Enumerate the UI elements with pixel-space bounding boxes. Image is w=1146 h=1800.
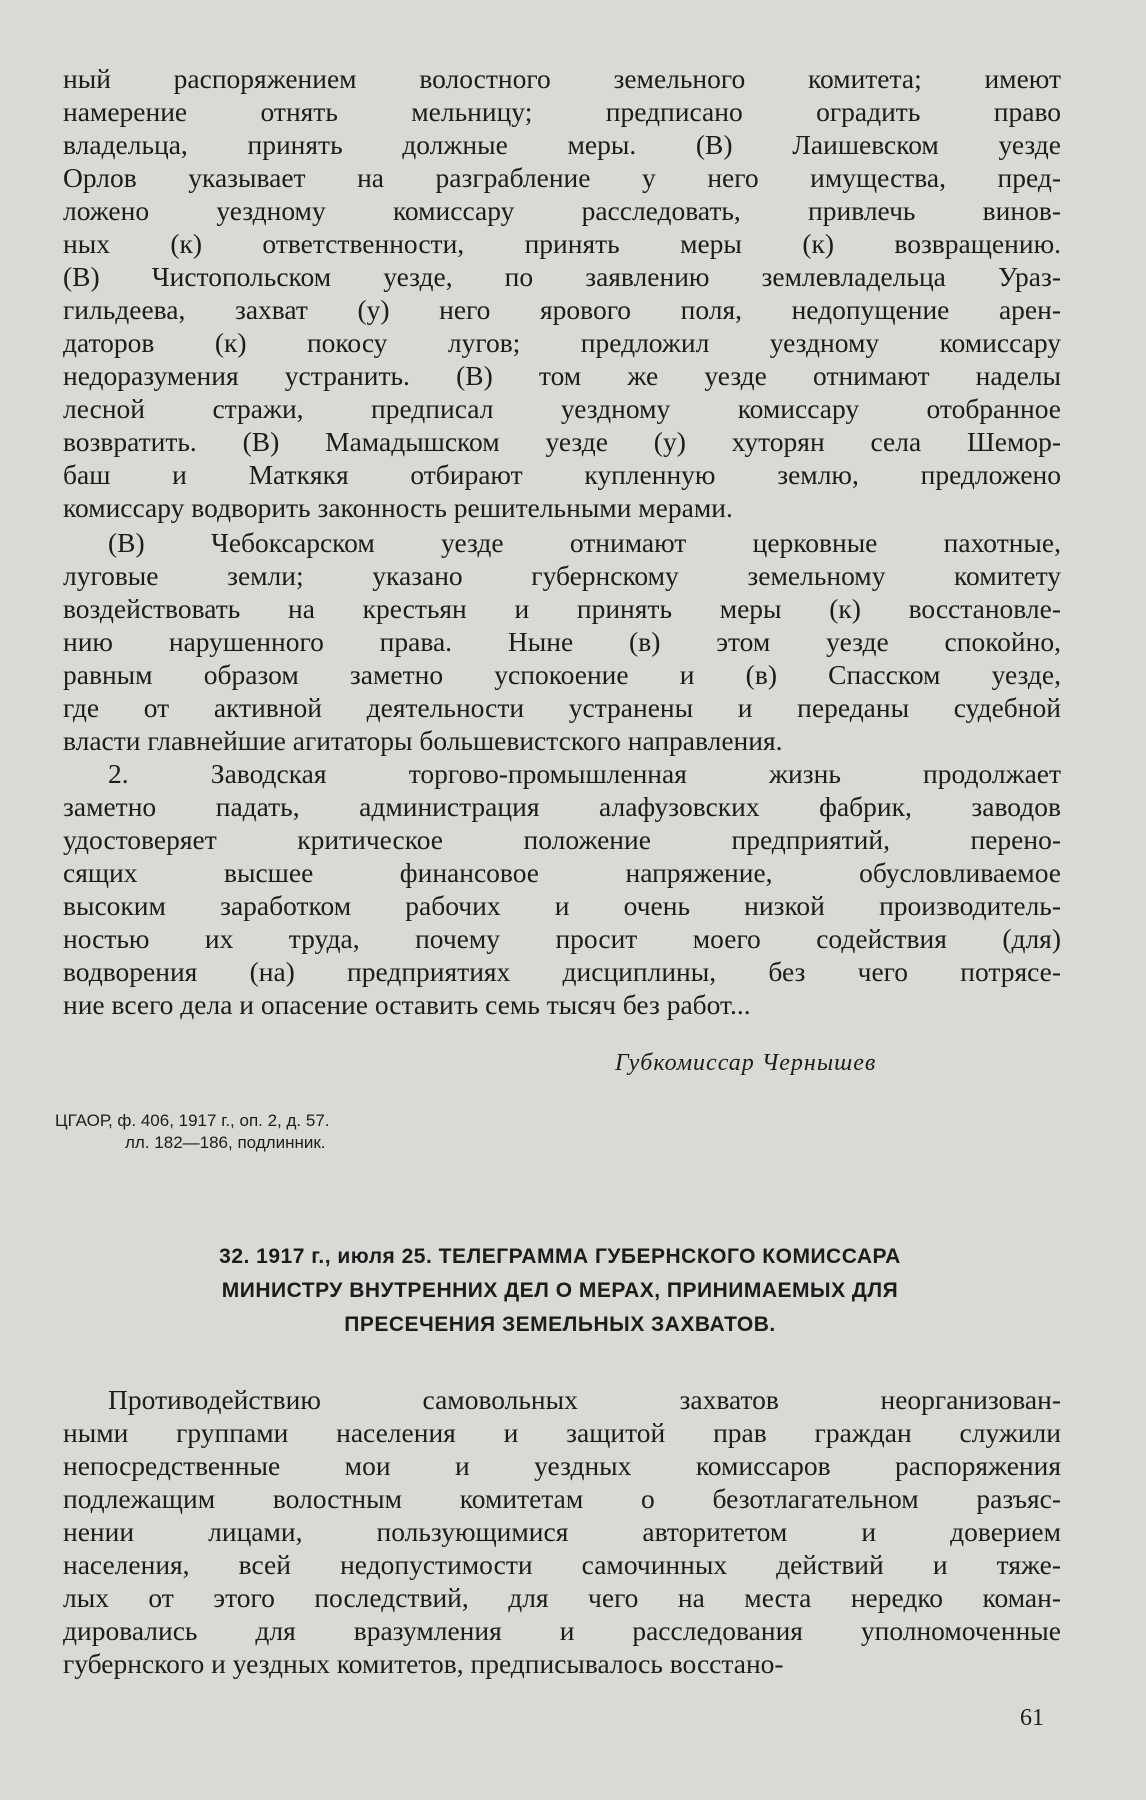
text-line: водворения (на) предприятиях дисциплины, без чего потрясе-	[63, 956, 1061, 987]
text-line: сящих высшее финансовое напряжение, обусловливаемое	[63, 857, 1061, 888]
text-line: даторов (к) покосу лугов; предложил уездному комиссару	[63, 327, 1061, 358]
text-line: непосредственные мои и уездных комиссаров распоряжения	[63, 1450, 1061, 1481]
text-line: владельца, принять должные меры. (В) Лаишевском уезде	[63, 129, 1061, 160]
text-line: удостоверяет критическое положение предприятий, перено-	[63, 824, 1061, 855]
text-line: губернского и уездных комитетов, предписывалось восстано-	[63, 1648, 784, 1679]
text-line: ный распоряжением волостного земельного комитета; имеют	[63, 63, 1061, 94]
text-line: комиссару водворить законность решительными мерами.	[63, 492, 733, 523]
title-line: 32. 1917 г., июля 25. ТЕЛЕГРАММА ГУБЕРНСКОГО КОМИССАРА	[219, 1245, 901, 1268]
text-line: равным образом заметно успокоение и (в) Спасском уезде,	[63, 659, 1061, 690]
text-line: ных (к) ответственности, принять меры (к) возвращению.	[63, 228, 1061, 259]
citation-line: ЦГАОР, ф. 406, 1917 г., оп. 2, д. 57.	[55, 1111, 330, 1130]
text-line: намерение отнять мельницу; предписано оградить право	[63, 96, 1061, 127]
text-line: луговые земли; указано губернскому земельному комитету	[63, 560, 1061, 591]
text-line: (В) Чистопольском уезде, по заявлению землевладельца Ураз-	[63, 261, 1061, 292]
page-number: 61	[1020, 1705, 1044, 1731]
document-title	[60, 1240, 1060, 1342]
text-line: подлежащим волостным комитетам о безотлагательном разъяс-	[63, 1483, 1061, 1514]
text-line: населения, всей недопустимости самочинных действий и тяже-	[63, 1549, 1061, 1580]
text-line: Орлов указывает на разграбление у него имущества, пред-	[63, 162, 1061, 193]
paragraph-continuation	[63, 62, 1061, 524]
text-line: лых от этого последствий, для чего на места нередко коман-	[63, 1582, 1061, 1613]
text-line: лесной стражи, предписал уездному комиссару отобранное	[63, 393, 1061, 424]
text-line: ложено уездному комиссару расследовать, привлечь винов-	[63, 195, 1061, 226]
text-line: власти главнейшие агитаторы большевистского направления.	[63, 725, 783, 756]
text-line: воздействовать на крестьян и принять меры (к) восстановле-	[63, 593, 1061, 624]
text-line: (В) Чебоксарском уезде отнимают церковные пахотные,	[108, 527, 1061, 558]
paragraph-telegram	[63, 1383, 1061, 1680]
signature: Губкомиссар Чернышев	[615, 1050, 877, 1076]
text-line: гильдеева, захват (у) него ярового поля, недопущение арен-	[63, 294, 1061, 325]
text-line: дировались для вразумления и расследования уполномоченные	[63, 1615, 1061, 1646]
title-line: ПРЕСЕЧЕНИЯ ЗЕМЕЛЬНЫХ ЗАХВАТОВ.	[344, 1313, 776, 1336]
title-line: МИНИСТРУ ВНУТРЕННИХ ДЕЛ О МЕРАХ, ПРИНИМАЕМЫХ ДЛЯ	[221, 1279, 899, 1302]
text-line: нении лицами, пользующимися авторитетом и доверием	[63, 1516, 1061, 1547]
text-line: Противодействию самовольных захватов неорганизован-	[108, 1384, 1061, 1415]
text-line: баш и Маткякя отбирают купленную землю, предложено	[63, 459, 1061, 490]
text-line: 2. Заводская торгово-промышленная жизнь продолжает	[108, 758, 1061, 789]
text-line: ние всего дела и опасение оставить семь тысяч без работ...	[63, 989, 751, 1020]
text-line: нию нарушенного права. Ныне (в) этом уезде спокойно,	[63, 626, 1061, 657]
citation-line: лл. 182—186, подлинник.	[125, 1133, 326, 1152]
text-line: заметно падать, администрация алафузовских фабрик, заводов	[63, 791, 1061, 822]
text-line: возвратить. (В) Мамадышском уезде (у) хуторян села Шемор-	[63, 426, 1061, 457]
text-line: недоразумения устранить. (В) том же уезде отнимают наделы	[63, 360, 1061, 391]
text-line: ными группами населения и защитой прав граждан служили	[63, 1417, 1061, 1448]
text-line: высоким заработком рабочих и очень низкой производитель-	[63, 890, 1061, 921]
text-line: где от активной деятельности устранены и переданы судебной	[63, 692, 1061, 723]
paragraph-cheboksary	[63, 526, 1061, 757]
archive-citation	[55, 1110, 330, 1154]
text-line: ностью их труда, почему просит моего содействия (для)	[63, 923, 1061, 954]
paragraph-industry	[63, 757, 1061, 1021]
